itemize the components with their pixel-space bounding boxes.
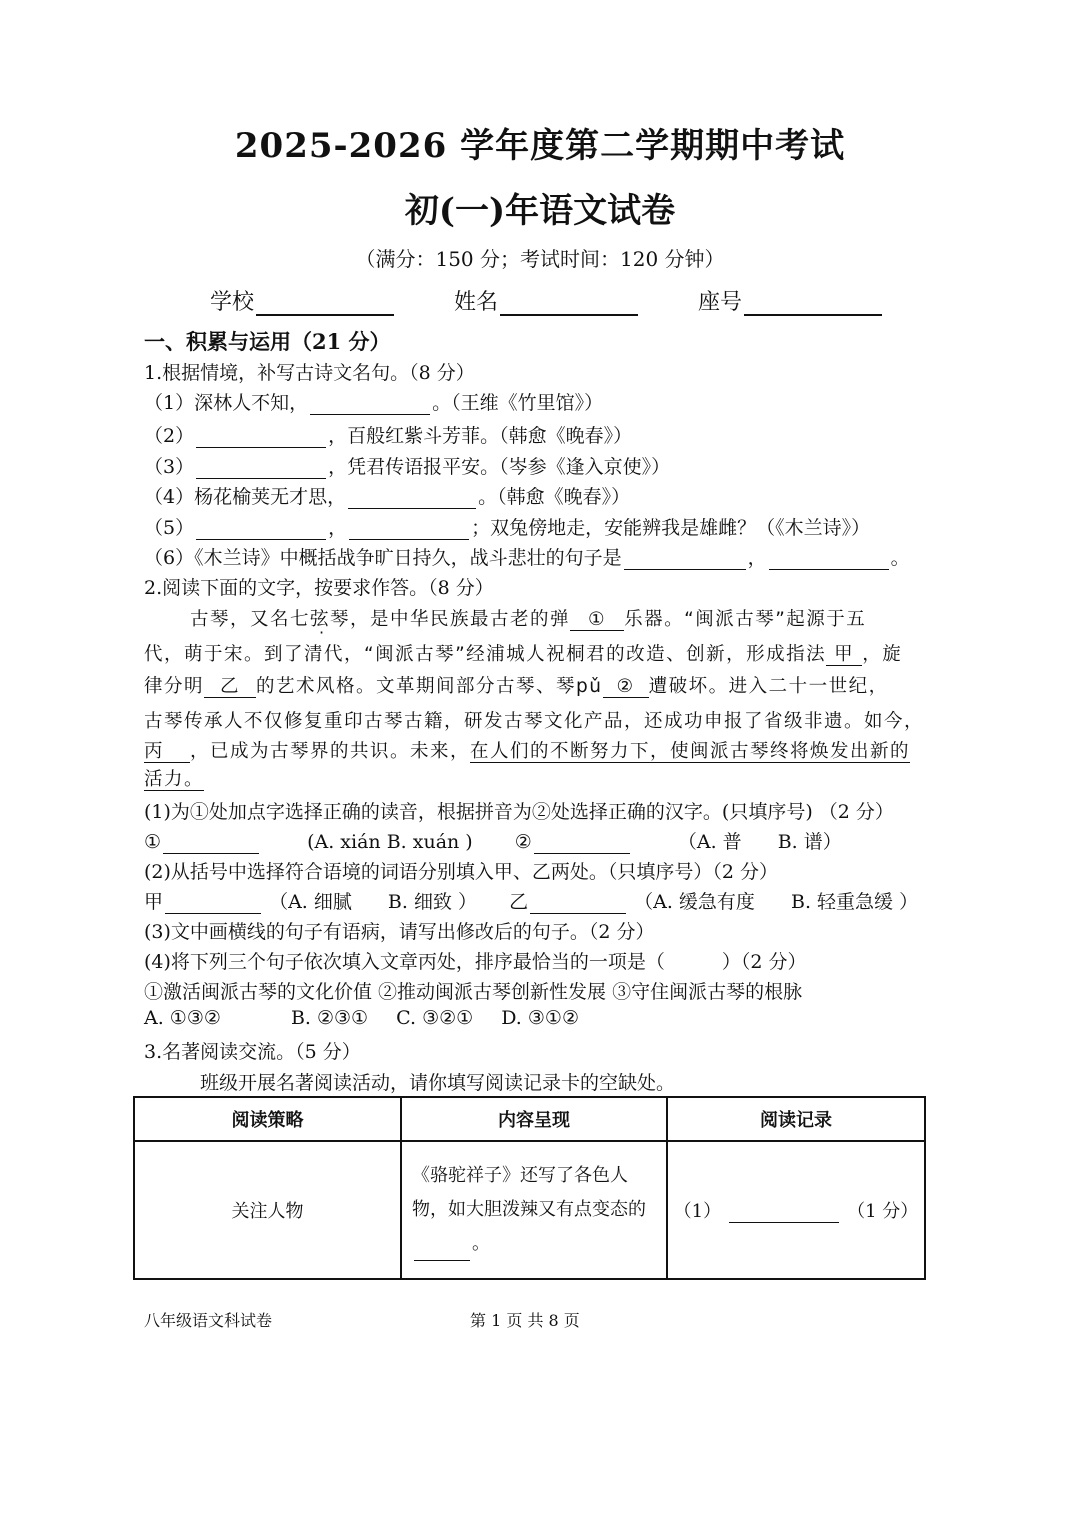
q2-sub-4: (4)将下列三个句子依次填入文章丙处，排序最恰当的一项是（ ）（2 分） [144, 951, 807, 973]
underlined-sentence-end: 活力。 [144, 769, 205, 790]
exam-subtitle: 初(一)年语文试卷 [404, 191, 676, 231]
q1-6-blank-a[interactable] [624, 549, 746, 570]
q2-sub-1: (1)为①处加点字选择正确的读音，根据拼音为②处选择正确的汉字。(只填序号) （2 分） [144, 801, 894, 823]
q1-6-comma: ， [747, 547, 767, 569]
q1-1-source: 。（王维《竹里馆》） [432, 392, 604, 414]
passage-line-2 [144, 640, 944, 666]
name-label: 姓名 [454, 290, 499, 315]
header-record: 阅读记录 [667, 1097, 925, 1141]
school-field[interactable] [210, 285, 394, 316]
q1-2-text: ，百般红紫斗芳菲。（韩愈《晚春》） [328, 425, 633, 447]
choice-b[interactable]: B. ②③① [290, 1007, 369, 1029]
name-field[interactable] [454, 285, 638, 316]
footer-left: 八年级语文科试卷 [144, 1311, 273, 1330]
passage-text: 的艺术风格。文革期间部分古琴、琴 [256, 676, 577, 697]
option-b: B. 细致 ） [387, 891, 478, 913]
answer-blank-jia[interactable] [165, 893, 261, 914]
blank-bing[interactable]: 丙 [144, 741, 190, 763]
passage-line-4: 古琴传承人不仅修复重印古琴古籍，研发古琴文化产品，还成功申报了省级非遗。如今， [144, 711, 925, 732]
seat-field[interactable] [698, 285, 882, 316]
options-pinyin: (A. xián B. xuán ) [307, 831, 473, 853]
q1-2-blank[interactable] [196, 427, 326, 448]
answer-blank-yi[interactable] [530, 893, 626, 914]
school-label: 学校 [210, 290, 255, 315]
option-a: （A. 普 [677, 831, 742, 853]
q1-1-blank[interactable] [310, 394, 430, 415]
q1-6-end: 。 [890, 547, 910, 569]
q1-5-blank-b[interactable] [349, 519, 469, 540]
choice-a[interactable]: A. ①③② [144, 1007, 221, 1029]
underlined-sentence: 在人们的不断努力下，使闽派古琴终将焕发出新的 [470, 741, 911, 762]
circled-2: ② [514, 831, 532, 853]
q1-6-prompt: （6）《木兰诗》中概括战争旷日持久，战斗悲壮的句子是 [144, 547, 622, 569]
q1-line-4 [144, 482, 944, 509]
passage-line-3 [144, 672, 944, 698]
q1-2-num: （2） [144, 425, 195, 447]
q2-sub-4-sentences: ①激活闽派古琴的文化价值 ②推动闽派古琴创新性发展 ③守住闽派古琴的根脉 [144, 981, 803, 1003]
section-1-heading: 一、积累与运用（21 分） [144, 329, 391, 354]
record-score: （1 分） [847, 1201, 919, 1222]
q3-title: 3.名著阅读交流。（5 分） [144, 1041, 361, 1063]
page-number: 第 1 页 共 8 页 [470, 1311, 580, 1330]
blank-2[interactable]: ② [603, 676, 649, 698]
q1-5-blank-a[interactable] [196, 519, 326, 540]
option-b: B. 轻重急缓 ） [790, 891, 919, 913]
table-row [134, 1141, 925, 1279]
q1-3-blank[interactable] [196, 458, 326, 479]
q1-line-1 [144, 388, 944, 415]
cell-record [667, 1141, 925, 1279]
blank-1[interactable]: ① [570, 609, 624, 631]
cell-content [401, 1141, 667, 1279]
record-blank[interactable] [729, 1202, 839, 1223]
q2-title: 2.阅读下面的文字，按要求作答。（8 分） [144, 577, 494, 599]
passage-text: 遭破坏。进入二十一世纪， [648, 676, 889, 697]
header-strategy: 阅读策略 [134, 1097, 401, 1141]
header-content: 内容呈现 [401, 1097, 667, 1141]
student-info [210, 285, 900, 316]
q1-3-num: （3） [144, 456, 195, 478]
q1-4-source: 。（韩愈《晚春》） [478, 486, 631, 508]
passage-text: 律分明 [144, 676, 205, 697]
content-text: 《骆驼祥子》还写了各色人物，如大胆泼辣又有点变态的 [412, 1165, 646, 1220]
passage-text: ，已成为古琴界的共识。未来， [190, 741, 471, 762]
cell-strategy: 关注人物 [134, 1141, 401, 1279]
blank-jia[interactable]: 甲 [826, 644, 862, 666]
content-end: 。 [472, 1233, 490, 1254]
exam-meta: （满分：150 分；考试时间：120 分钟） [355, 247, 725, 271]
pinyin-pu: pǔ [576, 676, 603, 697]
q1-line-6 [144, 543, 944, 570]
q1-title: 1.根据情境，补写古诗文名句。（8 分） [144, 362, 475, 384]
seat-label: 座号 [698, 290, 743, 315]
passage-text: ，旋 [862, 644, 903, 665]
name-blank[interactable] [500, 290, 638, 316]
reading-record-card [133, 1096, 926, 1280]
answer-blank-2[interactable] [534, 833, 630, 854]
dotted-char: 弦 [310, 609, 331, 630]
q2-sub-2: (2)从括号中选择符合语境的词语分别填入甲、乙两处。（只填序号）（2 分） [144, 861, 779, 883]
passage-text: 代，萌于宋。到了清代，“闽派古琴”经浦城人祝桐君的改造、创新，形成指法 [144, 644, 827, 665]
content-blank[interactable] [414, 1240, 470, 1261]
q1-line-5 [144, 513, 944, 540]
choice-d[interactable]: D. ③①② [501, 1007, 579, 1029]
choice-c[interactable]: C. ③②① [396, 1007, 474, 1029]
passage-text: 古琴，又名七 [190, 609, 311, 630]
exam-title: 2025-2026 学年度第二学期期中考试 [234, 126, 846, 166]
option-a: （A. 细腻 [269, 891, 352, 913]
table-header-row [134, 1097, 925, 1141]
passage-text: 琴，是中华民族最古老的弹 [330, 609, 571, 630]
record-num: （1） [673, 1201, 722, 1222]
q1-line-2 [144, 421, 944, 448]
option-b: B. 谱） [777, 831, 842, 853]
passage-line-6 [144, 765, 944, 791]
passage-line-5 [144, 737, 944, 763]
q1-6-blank-b[interactable] [769, 549, 889, 570]
passage-line-1 [190, 605, 990, 631]
q2-sub-1-answers [144, 827, 944, 854]
q1-5-num: （5） [144, 517, 195, 539]
q1-4-blank[interactable] [348, 488, 476, 509]
q1-3-text: ，凭君传语报平安。（岑参《逢入京使》） [328, 456, 671, 478]
label-yi: 乙 [509, 891, 529, 913]
q1-line-3 [144, 452, 944, 479]
q1-5-text: ；双兔傍地走，安能辨我是雄雌？（《木兰诗》） [471, 517, 871, 539]
q3-intro: 班级开展名著阅读活动，请你填写阅读记录卡的空缺处。 [200, 1072, 676, 1094]
label-jia: 甲 [144, 891, 164, 913]
q2-sub-3: (3)文中画横线的句子有语病，请写出修改后的句子。（2 分） [144, 921, 655, 943]
blank-yi[interactable]: 乙 [204, 676, 256, 698]
q1-4-prompt: （4）杨花榆荚无才思， [144, 486, 347, 508]
school-blank[interactable] [256, 290, 394, 316]
circled-1: ① [144, 831, 162, 853]
passage-text: 乐器。“闽派古琴”起源于五 [624, 609, 867, 630]
option-a: （A. 缓急有度 [634, 891, 755, 913]
q2-sub-4-options [144, 1007, 944, 1029]
q1-1-prompt: （1）深林人不知， [144, 392, 309, 414]
q1-5-comma: ， [328, 517, 348, 539]
q2-sub-2-answers [144, 887, 944, 914]
seat-blank[interactable] [744, 290, 882, 316]
answer-blank-1[interactable] [163, 833, 259, 854]
